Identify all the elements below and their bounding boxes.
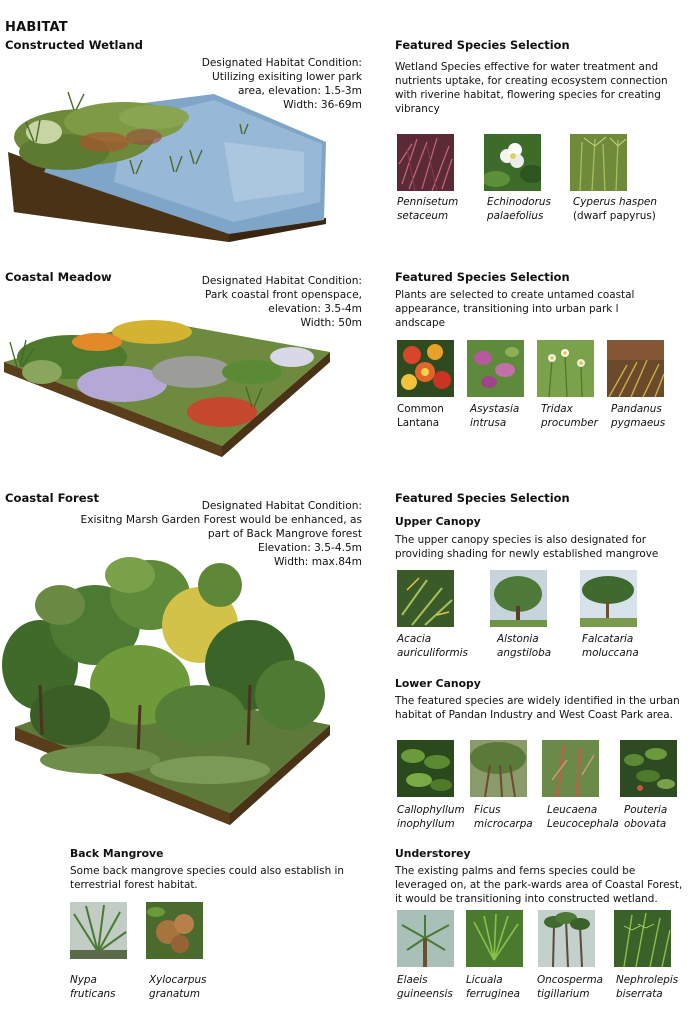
lower-canopy-heading: Lower Canopy (395, 677, 481, 690)
species-label: Falcataria moluccana (582, 633, 639, 659)
species-label: Alstonia angstiloba (497, 633, 552, 659)
species-label: Cyperus haspen (dwarf papyrus) (573, 196, 657, 222)
xylocarpus-photo (146, 902, 203, 959)
species-label: Common Lantana (397, 403, 444, 429)
licuala-photo (466, 910, 523, 967)
forest-condition: Designated Habitat Condition: Exisitng Marsh Garden Forest would be enhanced, as part of Back Mangrove forest Elevation: 3.5-4.5m Width: max.84m (80, 500, 362, 568)
species-label: Pennisetum setaceum (397, 196, 459, 222)
species-label: Asystasia intrusa (470, 403, 520, 429)
understorey-heading: Understorey (395, 847, 471, 860)
pouteria-photo (620, 740, 677, 797)
lower-canopy-description: The featured species are widely identified in the urban habitat of Pandan Industry and West Coast Park area. (395, 695, 680, 721)
species-label: Pandanus pygmaeus (611, 403, 666, 429)
papyrus-photo (570, 134, 627, 191)
species-label: Ficus microcarpa (474, 804, 533, 830)
leucaena-photo (542, 740, 599, 797)
wetland-condition: Designated Habitat Condition: Utilizing exisiting lower park area, elevation: 1.5-3m Width: 36-69m (201, 57, 362, 111)
alstonia-photo (490, 570, 547, 627)
oil-palm-photo (397, 910, 454, 967)
tridax-photo (537, 340, 594, 397)
back-mangrove-heading: Back Mangrove (70, 847, 164, 860)
back-mangrove-description: Some back mangrove species could also establish in terrestrial forest habitat. (70, 865, 344, 891)
nypa-photo (70, 902, 127, 959)
meadow-description: Plants are selected to create untamed coastal appearance, transitioning into urban park l andscape (395, 289, 635, 329)
meadow-title: Coastal Meadow (5, 270, 112, 284)
species-label: Licuala ferruginea (466, 974, 521, 1000)
lantana-photo (397, 340, 454, 397)
species-label: Acacia auriculiformis (397, 633, 468, 659)
wetland-description: Wetland Species effective for water treatment and nutrients uptake, for creating ecosystem connection with riverine habitat, flowering species for creating vibrancy (395, 61, 668, 115)
fountain-grass-photo (397, 134, 454, 191)
oncosperma-photo (538, 910, 595, 967)
wetland-featured-heading: Featured Species Selection (395, 38, 570, 52)
wetland-illustration (4, 82, 334, 242)
species-label: Oncosperma tigillarium (537, 974, 603, 1000)
upper-canopy-heading: Upper Canopy (395, 515, 481, 528)
understorey-description: The existing palms and ferns species could be leveraged on, at the park-wards area of Coastal Forest, it would be transitioning into constructed wetland. (395, 865, 683, 905)
species-label: Elaeis guineensis (397, 974, 453, 1000)
meadow-condition: Designated Habitat Condition: Park coastal front openspace, elevation: 3.5-4m Width: 50m (201, 275, 362, 329)
ficus-photo (470, 740, 527, 797)
upper-canopy-description: The upper canopy species is also designated for providing shading for newly established mangrove (395, 534, 659, 560)
species-label: Nephrolepis biserrata (616, 974, 679, 1000)
forest-illustration (0, 555, 335, 830)
species-label: Pouteria obovata (624, 804, 668, 830)
page-title: HABITAT (5, 20, 68, 35)
species-label: Callophyllum inophyllum (397, 804, 465, 830)
species-label: Leucaena Leucocephala (547, 804, 619, 830)
asystasia-photo (467, 340, 524, 397)
fern-photo (614, 910, 671, 967)
wetland-title: Constructed Wetland (5, 38, 143, 52)
forest-featured-heading: Featured Species Selection (395, 491, 570, 505)
acacia-photo (397, 570, 454, 627)
forest-title: Coastal Forest (5, 491, 100, 505)
white-flower-photo (484, 134, 541, 191)
falcataria-photo (580, 570, 637, 627)
pandanus-photo (607, 340, 664, 397)
callophyllum-photo (397, 740, 454, 797)
species-label: Echinodorus palaefolius (487, 196, 551, 222)
species-label: Tridax procumber (541, 403, 598, 429)
meadow-illustration (2, 312, 332, 462)
species-label: Nypa fruticans (70, 974, 116, 1000)
species-label: Xylocarpus granatum (149, 974, 207, 1000)
meadow-featured-heading: Featured Species Selection (395, 270, 570, 284)
